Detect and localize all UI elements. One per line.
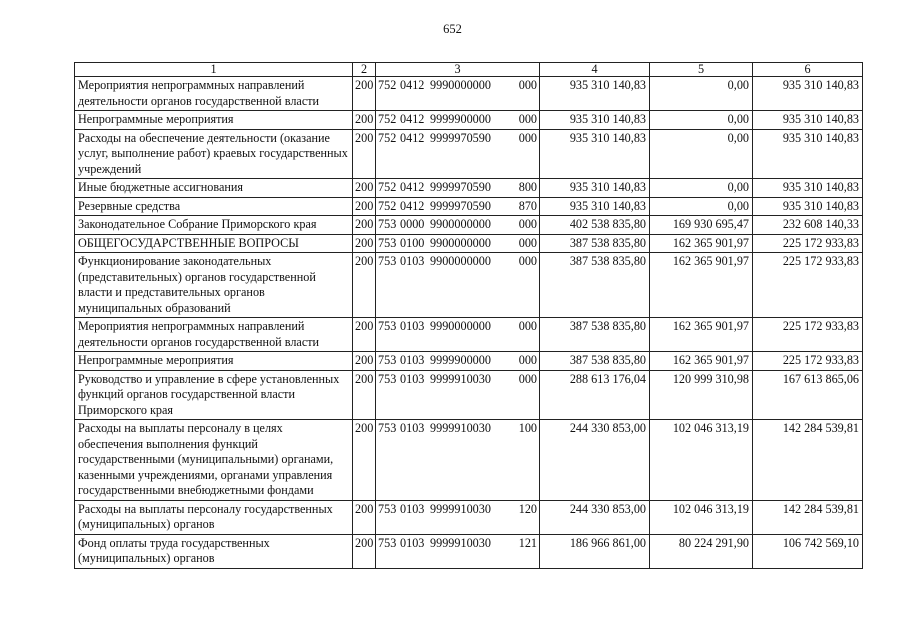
amount-column-5: 162 365 901,97 (650, 318, 753, 352)
department-code: 753 (378, 353, 397, 367)
table-row (75, 500, 863, 534)
expense-name-cell: Резервные средства (75, 197, 353, 216)
amount-column-6: 232 608 140,33 (753, 216, 863, 235)
amount-column-4: 387 538 835,80 (540, 253, 650, 318)
page-number: 652 (443, 22, 462, 36)
department-code: 752 (378, 78, 397, 92)
classification-codes (378, 131, 537, 147)
expense-type-code: 000 (518, 78, 537, 92)
target-article-code: 9999910030 (430, 421, 491, 435)
department-code: 753 (378, 254, 397, 268)
column-2-cell: 200 (353, 197, 376, 216)
amount-column-5: 0,00 (650, 179, 753, 198)
budget-table (74, 62, 863, 569)
amount-column-4: 935 310 140,83 (540, 111, 650, 130)
table-row (75, 318, 863, 352)
expense-name-cell: Иные бюджетные ассигнования (75, 179, 353, 198)
classification-codes-cell (376, 216, 540, 235)
target-article-code: 9900000000 (430, 217, 491, 231)
target-article-code: 9999910030 (430, 371, 491, 386)
classification-codes-cell (376, 370, 540, 420)
amount-column-4: 387 538 835,80 (540, 352, 650, 371)
department-code: 752 (378, 130, 397, 145)
column-2-cell: 200 (353, 77, 376, 111)
amount-column-6: 225 172 933,83 (753, 318, 863, 352)
target-article-code: 9990000000 (430, 78, 491, 92)
classification-codes-cell (376, 179, 540, 198)
column-2-cell: 200 (353, 216, 376, 235)
classification-codes-cell (376, 534, 540, 568)
column-2-cell: 200 (353, 500, 376, 534)
section-code: 0412 (400, 78, 425, 92)
amount-column-5: 102 046 313,19 (650, 420, 753, 501)
expense-type-code: 000 (518, 353, 537, 367)
column-2-cell: 200 (353, 352, 376, 371)
section-code: 0103 (400, 254, 425, 268)
expense-name-cell: Мероприятия непрограммных направлений деятельности органов государственной власти (75, 318, 353, 352)
amount-column-4: 244 330 853,00 (540, 500, 650, 534)
section-code: 0103 (400, 371, 425, 386)
amount-column-6: 167 613 865,06 (753, 370, 863, 420)
classification-codes-cell (376, 352, 540, 371)
classification-codes (378, 319, 537, 335)
amount-column-5: 162 365 901,97 (650, 234, 753, 253)
amount-column-4: 186 966 861,00 (540, 534, 650, 568)
section-code: 0412 (400, 198, 425, 213)
amount-column-6: 106 742 569,10 (753, 534, 863, 568)
table-row (75, 216, 863, 235)
table-row (75, 234, 863, 253)
column-2-cell: 200 (353, 111, 376, 130)
amount-column-4: 935 310 140,83 (540, 197, 650, 216)
classification-codes-cell (376, 111, 540, 130)
target-article-code: 9999970590 (430, 130, 491, 145)
table-row (75, 179, 863, 198)
column-2-cell: 200 (353, 420, 376, 501)
department-code: 753 (378, 235, 397, 250)
classification-codes (378, 180, 537, 196)
amount-column-4: 288 613 176,04 (540, 370, 650, 420)
table-row (75, 420, 863, 501)
classification-codes (378, 236, 537, 252)
table-row (75, 352, 863, 371)
column-header: 6 (753, 63, 863, 77)
expense-type-code: 000 (518, 217, 537, 231)
expense-name-cell: Руководство и управление в сфере установленных функций органов государственной власти Приморского края (75, 370, 353, 420)
amount-column-4: 244 330 853,00 (540, 420, 650, 501)
amount-column-5: 0,00 (650, 111, 753, 130)
section-code: 0103 (400, 501, 425, 516)
amount-column-4: 402 538 835,80 (540, 216, 650, 235)
table-row (75, 534, 863, 568)
department-code: 753 (378, 421, 397, 435)
classification-codes (378, 78, 537, 94)
amount-column-6: 142 284 539,81 (753, 500, 863, 534)
amount-column-6: 935 310 140,83 (753, 179, 863, 198)
classification-codes (378, 536, 537, 552)
amount-column-6: 225 172 933,83 (753, 253, 863, 318)
amount-column-5: 80 224 291,90 (650, 534, 753, 568)
section-code: 0103 (400, 535, 425, 550)
department-code: 753 (378, 217, 397, 231)
amount-column-4: 387 538 835,80 (540, 234, 650, 253)
amount-column-5: 0,00 (650, 77, 753, 111)
amount-column-6: 225 172 933,83 (753, 352, 863, 371)
table-body (75, 77, 863, 569)
amount-column-4: 935 310 140,83 (540, 129, 650, 179)
amount-column-4: 387 538 835,80 (540, 318, 650, 352)
amount-column-6: 935 310 140,83 (753, 129, 863, 179)
department-code: 753 (378, 535, 397, 550)
amount-column-6: 935 310 140,83 (753, 197, 863, 216)
amount-column-4: 935 310 140,83 (540, 77, 650, 111)
target-article-code: 9999970590 (430, 198, 491, 213)
column-header: 1 (75, 63, 353, 77)
target-article-code: 9900000000 (430, 235, 491, 250)
target-article-code: 9999910030 (430, 501, 491, 516)
section-code: 0100 (400, 235, 425, 250)
department-code: 753 (378, 319, 397, 333)
section-code: 0103 (400, 421, 425, 435)
section-code: 0103 (400, 319, 425, 333)
target-article-code: 9999900000 (430, 353, 491, 367)
classification-codes-cell (376, 253, 540, 318)
expense-name-cell: Законодательное Собрание Приморского края (75, 216, 353, 235)
section-code: 0412 (400, 130, 425, 145)
classification-codes (378, 217, 537, 233)
table-row (75, 197, 863, 216)
classification-codes-cell (376, 318, 540, 352)
target-article-code: 9900000000 (430, 254, 491, 268)
target-article-code: 9999970590 (430, 180, 491, 194)
target-article-code: 9999900000 (430, 112, 491, 126)
table-row (75, 77, 863, 111)
table-row (75, 129, 863, 179)
department-code: 753 (378, 501, 397, 516)
expense-name-cell: Фонд оплаты труда государственных (муниципальных) органов (75, 534, 353, 568)
department-code: 753 (378, 371, 397, 386)
amount-column-5: 0,00 (650, 197, 753, 216)
classification-codes (378, 421, 537, 437)
amount-column-5: 162 365 901,97 (650, 352, 753, 371)
expense-name-cell: Расходы на обеспечение деятельности (оказание услуг, выполнение работ) краевых государственных учреждений (75, 129, 353, 179)
target-article-code: 9990000000 (430, 319, 491, 333)
classification-codes (378, 112, 537, 128)
section-code: 0412 (400, 112, 425, 126)
column-header: 4 (540, 63, 650, 77)
expense-type-code: 120 (518, 501, 537, 516)
column-2-cell: 200 (353, 253, 376, 318)
expense-name-cell: Расходы на выплаты персоналу государственных (муниципальных) органов (75, 500, 353, 534)
amount-column-5: 162 365 901,97 (650, 253, 753, 318)
table-header-row (75, 63, 863, 77)
expense-name-cell: Мероприятия непрограммных направлений деятельности органов государственной власти (75, 77, 353, 111)
classification-codes-cell (376, 129, 540, 179)
classification-codes (378, 353, 537, 369)
classification-codes (378, 254, 537, 270)
expense-type-code: 800 (518, 180, 537, 194)
column-2-cell: 200 (353, 179, 376, 198)
amount-column-5: 120 999 310,98 (650, 370, 753, 420)
section-code: 0000 (400, 217, 425, 231)
expense-name-cell: Непрограммные мероприятия (75, 111, 353, 130)
classification-codes (378, 502, 537, 518)
classification-codes-cell (376, 420, 540, 501)
expense-type-code: 000 (518, 254, 537, 268)
column-2-cell: 200 (353, 318, 376, 352)
column-2-cell: 200 (353, 129, 376, 179)
classification-codes-cell (376, 500, 540, 534)
department-code: 752 (378, 198, 397, 213)
column-2-cell: 200 (353, 234, 376, 253)
column-header: 2 (353, 63, 376, 77)
column-header: 5 (650, 63, 753, 77)
expense-name-cell: Функционирование законодательных (представительных) органов государственной власти и представительных органов муниципальных образований (75, 253, 353, 318)
amount-column-5: 169 930 695,47 (650, 216, 753, 235)
expense-type-code: 000 (518, 319, 537, 333)
expense-type-code: 100 (518, 421, 537, 435)
classification-codes-cell (376, 234, 540, 253)
section-code: 0412 (400, 180, 425, 194)
expense-type-code: 000 (518, 235, 537, 250)
expense-type-code: 870 (518, 198, 537, 213)
column-header: 3 (376, 63, 540, 77)
department-code: 752 (378, 180, 397, 194)
expense-type-code: 000 (518, 371, 537, 386)
column-2-cell: 200 (353, 370, 376, 420)
classification-codes (378, 199, 537, 215)
expense-type-code: 000 (518, 130, 537, 145)
amount-column-5: 102 046 313,19 (650, 500, 753, 534)
section-code: 0103 (400, 353, 425, 367)
classification-codes (378, 372, 537, 388)
expense-type-code: 121 (518, 535, 537, 550)
target-article-code: 9999910030 (430, 535, 491, 550)
table-row (75, 253, 863, 318)
expense-type-code: 000 (518, 112, 537, 126)
amount-column-6: 935 310 140,83 (753, 111, 863, 130)
amount-column-5: 0,00 (650, 129, 753, 179)
department-code: 752 (378, 112, 397, 126)
classification-codes-cell (376, 77, 540, 111)
amount-column-6: 142 284 539,81 (753, 420, 863, 501)
table-row (75, 370, 863, 420)
expense-name-cell: Непрограммные мероприятия (75, 352, 353, 371)
table-row (75, 111, 863, 130)
column-2-cell: 200 (353, 534, 376, 568)
amount-column-6: 935 310 140,83 (753, 77, 863, 111)
amount-column-4: 935 310 140,83 (540, 179, 650, 198)
classification-codes-cell (376, 197, 540, 216)
expense-name-cell: Расходы на выплаты персоналу в целях обеспечения выполнения функций государственными (муниципальными) органами, казенными учреждениями, органами управления государственными внебюджетными фондами (75, 420, 353, 501)
expense-name-cell: ОБЩЕГОСУДАРСТВЕННЫЕ ВОПРОСЫ (75, 234, 353, 253)
amount-column-6: 225 172 933,83 (753, 234, 863, 253)
